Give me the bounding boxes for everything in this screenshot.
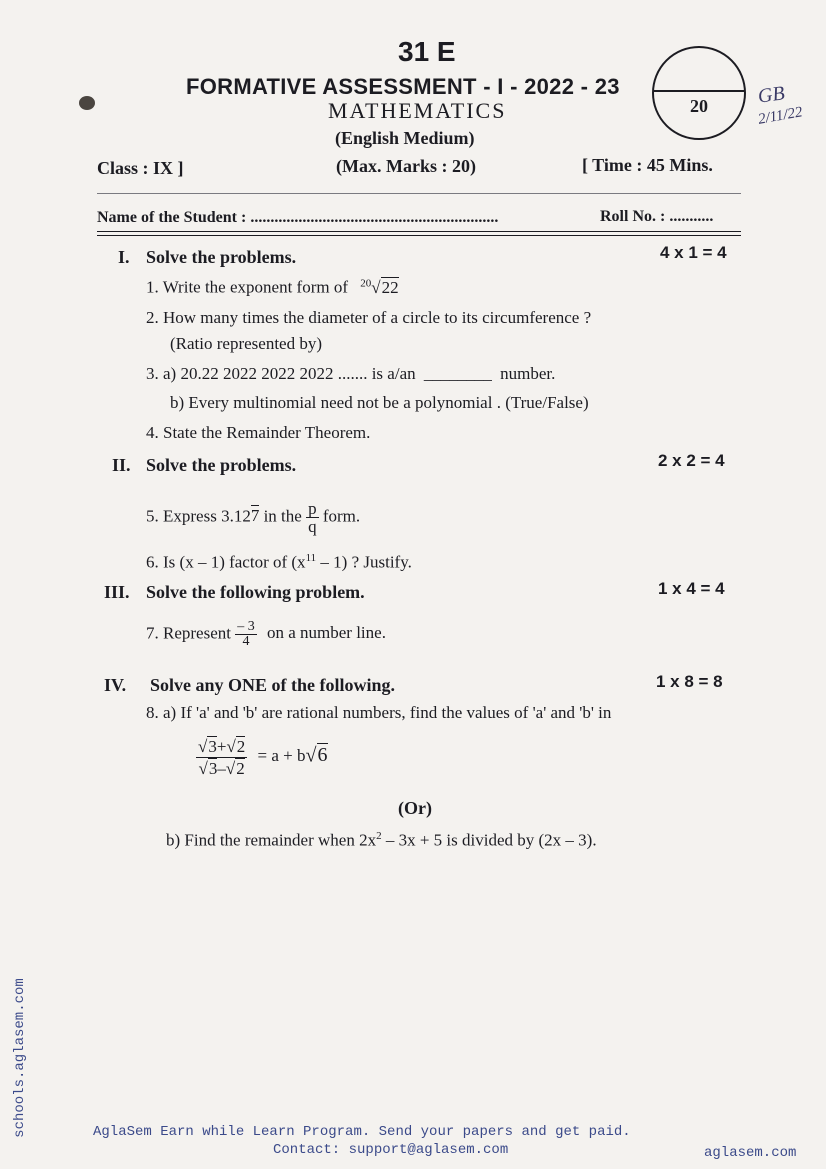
question-3a-tail: number. [500,364,556,383]
or-separator: (Or) [398,798,432,818]
fraction-denominator: q [308,517,317,536]
max-marks: (Max. Marks : 20) [336,156,476,176]
student-name-field: Name of the Student : .............................................................. [97,209,499,226]
question-8b-post: – 3x + 5 is divided by (2x – 3). [381,830,597,850]
subject-title: MATHEMATICS [328,98,507,123]
question-5-fraction [306,500,319,535]
score-value: 20 [690,96,708,116]
question-8-equation [196,738,328,777]
section-3-marks: 1 x 4 = 4 [658,579,725,598]
question-7-post: on a number line. [262,623,386,643]
paper-code: 31 E [398,36,456,67]
question-4: 4. State the Remainder Theorem. [146,423,371,442]
question-3a-blank: ________ [423,364,492,383]
score-circle [652,46,746,140]
question-8b [166,830,597,851]
question-8a: 8. a) If 'a' and 'b' are rational numbers, find the values of 'a' and 'b' in [146,703,612,722]
question-7-fraction [235,620,257,649]
equation-fraction [196,738,247,777]
radical-sign: √ [305,744,317,767]
roll-no-field: Roll No. : ........... [600,208,714,225]
section-4-title: Solve any ONE of the following. [150,675,396,695]
section-1-number: I. [118,247,130,267]
medium-label: (English Medium) [335,128,475,148]
section-2-number: II. [112,455,131,475]
question-2-line-2: (Ratio represented by) [170,334,322,353]
question-6-pre: 6. Is (x – 1) factor of (x [146,552,306,572]
equation-denominator: √3–√2 [198,759,245,778]
section-2-title: Solve the problems. [146,455,297,475]
fraction-numerator: p [308,499,317,518]
score-divider [654,90,744,92]
student-rule-1 [97,231,741,232]
root-3: 3 [208,737,217,756]
time-label: [ Time : 45 Mins. [582,155,713,175]
fraction-numerator: – 3 [237,619,255,634]
plus-sign: + [216,737,227,756]
assessment-title: FORMATIVE ASSESSMENT - I - 2022 - 23 [186,74,620,99]
question-5-repeating-digit: 7 [250,506,260,526]
footer-contact: Contact: support@aglasem.com [273,1142,509,1158]
root-2: 2 [236,759,245,778]
question-3a-text: 3. a) 20.22 2022 2022 2022 ....... is a/an [146,364,416,383]
question-1-text: 1. Write the exponent form of [146,277,348,297]
equation-rhs: = a + b [257,746,306,766]
section-1-title: Solve the problems. [146,247,297,267]
minus-sign: – [217,759,226,778]
question-7-pre: 7. Represent [146,623,236,643]
section-3-title: Solve the following problem. [146,582,365,602]
question-6-exponent: 11 [305,552,317,564]
section-1-marks: 4 x 1 = 4 [660,243,727,262]
question-1 [146,277,399,298]
fraction-denominator: 4 [242,634,250,649]
side-watermark: schools.aglasem.com [11,978,28,1138]
question-5-pre: 5. Express 3.12 [146,506,251,526]
question-2-line-1: 2. How many times the diameter of a circle to its circumference ? [146,308,592,327]
question-6-post: – 1) ? Justify. [316,552,412,572]
radical-sign: √ [371,277,381,297]
question-6 [146,552,412,573]
root-6: 6 [317,744,328,767]
section-4-marks: 1 x 8 = 8 [656,672,723,691]
header-rule [97,193,741,194]
equation-numerator: √3+√2 [198,737,246,756]
section-2-marks: 2 x 2 = 4 [658,451,725,470]
footer-promo: AglaSem Earn while Learn Program. Send your papers and get paid. [93,1124,631,1140]
question-7 [146,620,386,649]
class-label: Class : IX ] [97,158,184,178]
teacher-date: 2/11/22 [756,104,804,128]
question-5 [146,500,360,535]
root-2: 2 [236,737,246,756]
question-3a [146,364,555,384]
section-3-number: III. [104,582,130,602]
question-1-root-index: 20 [360,277,372,289]
question-1-radicand: 22 [381,277,399,297]
root-3: 3 [208,759,218,778]
question-8b-exponent: 2 [376,830,382,842]
student-rule-2 [97,235,741,236]
question-5-mid: in the [259,506,307,526]
footer-site: aglasem.com [704,1145,797,1161]
teacher-initials: GB [756,82,787,108]
question-5-post: form. [318,506,361,526]
question-1-radical [360,278,398,297]
punch-hole [79,96,95,110]
question-8b-pre: b) Find the remainder when 2x [166,830,377,850]
question-3b: b) Every multinomial need not be a polynomial . (True/False) [170,393,589,412]
section-4-number: IV. [104,675,127,695]
